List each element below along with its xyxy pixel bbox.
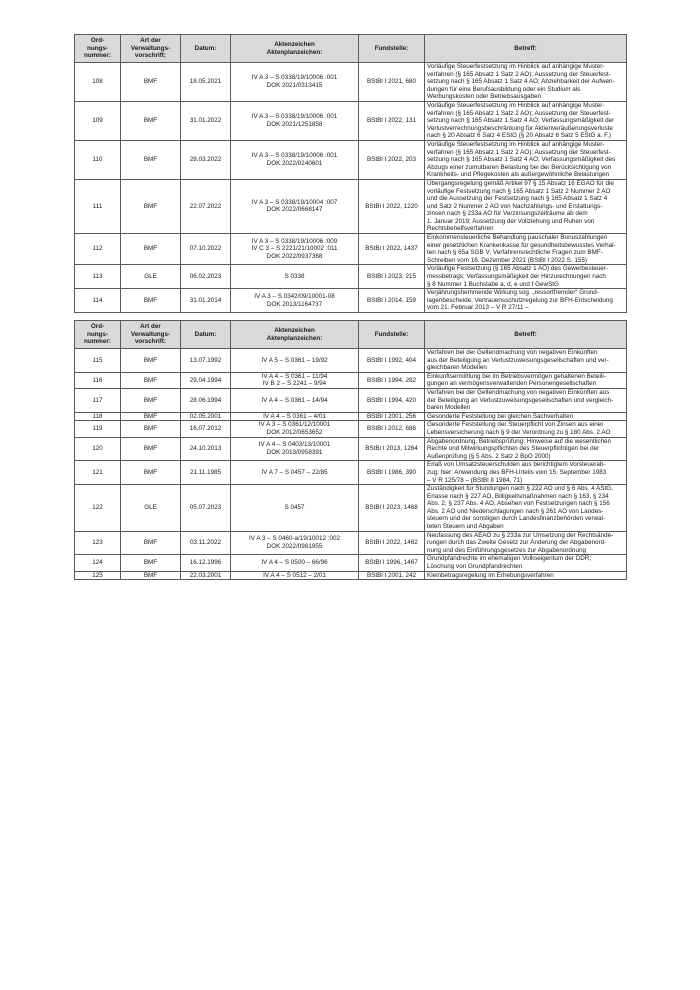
fundstelle-cell — [359, 265, 425, 289]
table-row — [75, 388, 627, 412]
fundstelle-cell-text: BStBl I 1996, 1467 — [365, 559, 418, 567]
art-cell — [121, 372, 181, 388]
ord-cell — [75, 289, 121, 313]
art-cell-text: BMF — [143, 412, 158, 420]
aktenzeichen-cell-text: IV A 4 – S 0361 – 14/94 — [261, 396, 328, 404]
ord-cell — [75, 101, 121, 140]
regulations-table-1 — [74, 34, 627, 313]
betreff-cell-text: Vorläufige Steuerfestsetzung im Hinblick auf anhängige Muster- verfahren (§ 165 Absatz 1 Satz 2 AO); Aussetzung der Steuerfest- setzung nach § 165 Absatz 1 Satz 4 AO; Abziehbarkeit der Aufwen- dungen für eine Berufsausbildung oder ein Studium als Werbungskosten oder Betriebsausgaben — [427, 63, 615, 101]
datum-cell-text: 22.03.2001 — [189, 571, 222, 579]
betreff-cell-text: Neufassung des AEAO zu § 233a zur Umsetzung der Rechtsände- rungen durch das Zweite Gesetz zur Änderung der Abgabenord- nung und des Einführungsgesetzes zur Abgabenordnung — [427, 531, 614, 554]
art-cell-text: BMF — [143, 468, 158, 476]
art-cell — [121, 63, 181, 102]
betreff-cell — [425, 101, 627, 140]
fundstelle-cell — [359, 571, 425, 580]
datum-cell-text: 21.11.1985 — [189, 468, 222, 476]
header-fundstelle: Fundstelle: — [359, 35, 425, 63]
art-cell — [121, 289, 181, 313]
betreff-cell-text: Vorläufige Festsetzung (§ 165 Absatz 1 AO) des Gewerbesteuer- messbetrags; Verfassungsmäßigkeit der Hinzurechnungen nach § 8 Nummer 1 Buchstabe a, d, e und f GewStG — [427, 265, 608, 288]
datum-cell — [181, 421, 231, 437]
datum-cell-text: 31.01.2014 — [189, 296, 222, 304]
betreff-cell — [425, 531, 627, 555]
art-cell-text: GLE — [144, 273, 157, 281]
betreff-cell-text: Verjährungshemmende Wirkung sog. „ressortfremder“ Grund- lagenbescheide; Vertrauensschutzregelung zur BFH-Entscheidung vom 21. Februar 2013 – V R 27/11 – — [427, 289, 613, 312]
fundstelle-cell-text: BStBl I 2022, 1462 — [365, 539, 418, 547]
datum-cell-text: 28.03.2022 — [189, 156, 222, 164]
aktenzeichen-cell — [231, 485, 359, 532]
art-cell-text: BMF — [143, 245, 158, 253]
betreff-cell — [425, 234, 627, 265]
betreff-cell — [425, 485, 627, 532]
fundstelle-cell-text: BStBl I 1994, 420 — [366, 396, 416, 404]
betreff-cell-text: Kleinbetragsregelung im Erhebungsverfahren — [427, 571, 554, 579]
fundstelle-cell-text: BStBl I 2021, 680 — [366, 78, 416, 86]
ord-cell-text: 111 — [92, 202, 103, 210]
aktenzeichen-cell-text: IV A 3 – S 0361/12/10001 DOK 2012/0653652 — [258, 421, 331, 436]
ord-cell-text: 108 — [92, 78, 103, 86]
aktenzeichen-cell-text: IV A 4 – S 0512 – 2/01 — [263, 571, 326, 579]
ord-cell-text: 125 — [92, 571, 103, 579]
table-row — [75, 571, 627, 580]
art-cell — [121, 101, 181, 140]
betreff-cell — [425, 412, 627, 421]
datum-cell — [181, 265, 231, 289]
betreff-cell-text: Einkommensteuerliche Behandlung pauschaler Bonuszahlungen einer gesetzlichen Krankenkasse für gesundheitsbewusstes Verhal- ten nach § 65a SGB V; Verfahrensrechtliche Fragen zum BMF- Schreiben vom 16. Dezember 2021 (BStBl I 2022 S. 155) — [427, 234, 616, 264]
datum-cell-text: 24.10.2013 — [189, 445, 222, 453]
datum-cell-text: 29.04.1994 — [189, 376, 222, 384]
ord-cell — [75, 179, 121, 233]
aktenzeichen-cell-text: IV A 4 – S 0500 – 66/96 — [261, 559, 328, 567]
header-fundstelle: Fundstelle: — [359, 321, 425, 349]
datum-cell-text: 18.05.2021 — [189, 78, 222, 86]
fundstelle-cell-text: BStBl I 2013, 1264 — [365, 445, 418, 453]
table-row — [75, 289, 627, 313]
ord-cell — [75, 555, 121, 571]
datum-cell-text: 16.07.2012 — [189, 425, 222, 433]
table-row — [75, 349, 627, 373]
betreff-cell-text: Verfahren bei der Geltendmachung von negativen Einkünften aus der Beteiligung an Verlustzuweisungsgesellschaften und ver- gleichbaren Modellen — [427, 349, 609, 372]
aktenzeichen-cell-text: IV A 4 – S 0361 – 11/94 IV B 2 – S 2241 – 9/94 — [261, 372, 328, 388]
ord-cell — [75, 265, 121, 289]
aktenzeichen-cell-text: IV A 3 – S 0338/19/10006 :001 DOK 2022/0240601 — [251, 152, 338, 167]
datum-cell-text: 05.07.2023 — [189, 504, 222, 512]
betreff-cell-text: Abgabenordnung, Betriebsprüfung; Hinweise auf die wesentlichen Rechte und Mitwirkungspflichten des Steuerpflichtigen bei der Außenprüfung (§ 5 Abs. 2 Satz 2 BpO 2000) — [427, 437, 612, 460]
aktenzeichen-cell — [231, 555, 359, 571]
art-cell-text: BMF — [143, 539, 158, 547]
ord-cell-text: 118 — [92, 412, 103, 420]
fundstelle-cell — [359, 388, 425, 412]
art-cell — [121, 437, 181, 461]
datum-cell — [181, 531, 231, 555]
fundstelle-cell-text: BStBl I 2001, 242 — [366, 571, 416, 579]
ord-cell-text: 115 — [92, 356, 103, 364]
betreff-cell — [425, 461, 627, 485]
fundstelle-cell-text: BStBl I 2022, 203 — [366, 156, 416, 164]
ord-cell-text: 113 — [92, 273, 103, 281]
fundstelle-cell-text: BStBl I 2012, 686 — [366, 425, 416, 433]
datum-cell — [181, 571, 231, 580]
aktenzeichen-cell — [231, 412, 359, 421]
header-ord: Ord- nungs- nummer: — [75, 35, 121, 63]
aktenzeichen-cell-text: IV A 3 – S 0460-a/19/10012 :002 DOK 2022/0981955 — [248, 535, 341, 551]
aktenzeichen-cell — [231, 101, 359, 140]
table-row — [75, 234, 627, 265]
datum-cell — [181, 461, 231, 485]
table-row — [75, 461, 627, 485]
table-header — [75, 321, 627, 349]
ord-cell — [75, 421, 121, 437]
art-cell — [121, 234, 181, 265]
ord-cell-text: 124 — [92, 559, 103, 567]
aktenzeichen-cell — [231, 372, 359, 388]
datum-cell — [181, 437, 231, 461]
aktenzeichen-cell — [231, 571, 359, 580]
betreff-cell — [425, 372, 627, 388]
aktenzeichen-cell — [231, 234, 359, 265]
fundstelle-cell-text: BStBl I 2014, 159 — [366, 296, 416, 304]
table-row — [75, 421, 627, 437]
fundstelle-cell-text: BStBl I 2022, 1437 — [365, 245, 418, 253]
aktenzeichen-cell-text: S 0338 — [284, 273, 305, 281]
table-row — [75, 101, 627, 140]
ord-cell-text: 119 — [92, 425, 103, 433]
aktenzeichen-cell — [231, 349, 359, 373]
datum-cell — [181, 349, 231, 373]
fundstelle-cell — [359, 63, 425, 102]
aktenzeichen-cell — [231, 437, 359, 461]
ord-cell-text: 112 — [92, 245, 103, 253]
regulations-table-2 — [74, 320, 627, 580]
betreff-cell — [425, 140, 627, 179]
aktenzeichen-cell-text: IV A 7 – S 0457 – 22/85 — [261, 468, 328, 476]
betreff-cell-text: Gesonderte Feststellung der Steuerpflicht von Zinsen aus einer Lebensversicherung nach § 9 der Verordnung zu § 180 Abs. 2 AO — [427, 421, 611, 436]
art-cell — [121, 140, 181, 179]
table-row — [75, 485, 627, 532]
datum-cell — [181, 140, 231, 179]
art-cell — [121, 265, 181, 289]
ord-cell-text: 109 — [92, 117, 103, 125]
betreff-cell — [425, 571, 627, 580]
betreff-cell-text: Gesonderte Feststellung bei gleichen Sachverhalten — [427, 412, 573, 420]
aktenzeichen-cell-text: IV A 3 – S 0338/19/10006 :001 DOK 2021/1251858 — [251, 113, 338, 128]
betreff-cell-text: Vorläufige Steuerfestsetzung im Hinblick auf anhängige Muster- verfahren (§ 165 Absatz 1 Satz 2 AO); Aussetzung der Steuerfest- setzung nach § 165 Absatz 1 Satz 4 AO; Verfassungsmäßigkeit des Abzugs einer zumutbaren Belastung bei der Berücksichtigung von Krankheits- und Pflegekosten als außergewöhnliche Belastungen — [427, 140, 616, 179]
betreff-cell — [425, 388, 627, 412]
ord-cell-text: 122 — [92, 504, 103, 512]
art-cell-text: BMF — [143, 396, 158, 404]
table-row — [75, 372, 627, 388]
table-row — [75, 179, 627, 233]
ord-cell — [75, 140, 121, 179]
art-cell — [121, 571, 181, 580]
ord-cell — [75, 63, 121, 102]
aktenzeichen-cell — [231, 289, 359, 313]
betreff-cell-text: Verfahren bei der Geltendmachung von negativen Einkünften aus der Beteiligung an Verlustzuweisungsgesellschaften und vergleich- baren Modellen — [427, 388, 614, 412]
aktenzeichen-cell-text: IV A 3 – S 0338/19/10006 :009 IV C 3 – S 2221/21/10002 :011 DOK 2022/0937368 — [251, 237, 338, 261]
betreff-cell-text: Einkunftsermittlung bei im Betriebsvermögen gehaltenen Beteili- gungen an vermögensverwaltenden Personengesellschaften — [427, 372, 606, 388]
art-cell-text: BMF — [143, 571, 158, 579]
table-row — [75, 555, 627, 571]
fundstelle-cell — [359, 421, 425, 437]
header-art: Art der Verwaltungs- vorschrift: — [121, 321, 181, 349]
fundstelle-cell-text: BStBl I 2022, 131 — [366, 117, 416, 125]
betreff-cell-text: Übergangsregelung gemäß Artikel 97 § 15 Absatz 16 EGAO für die vorläufige Festsetzung nach § 165 Absatz 1 Satz 2 Nummer 2 AO und die Aussetzung der Festsetzung nach § 165 Absatz 1 Satz 4 und Satz 2 Nummer 2 AO von Nachzahlungs- und Erstattungs- zinsen nach § 233a AO für Verzinsungszeiträume ab dem 1. Januar 2019; Aussetzung der Vollziehung und Ruhen von Rechtsbehelfsverfahren — [427, 179, 614, 233]
aktenzeichen-cell-text: IV A 3 – S 0338/19/10006 :001 DOK 2021/0313415 — [251, 74, 338, 89]
datum-cell — [181, 63, 231, 102]
art-cell-text: BMF — [143, 202, 158, 210]
table-row — [75, 265, 627, 289]
fundstelle-cell — [359, 349, 425, 373]
fundstelle-cell-text: BStBl I 1994, 282 — [366, 376, 416, 384]
art-cell — [121, 179, 181, 233]
art-cell — [121, 485, 181, 532]
art-cell-text: BMF — [143, 78, 158, 86]
ord-cell-text: 121 — [92, 468, 103, 476]
art-cell-text: BMF — [143, 356, 158, 364]
aktenzeichen-cell — [231, 140, 359, 179]
table-row — [75, 140, 627, 179]
aktenzeichen-cell-text: S 0457 — [284, 504, 305, 512]
aktenzeichen-cell — [231, 179, 359, 233]
datum-cell-text: 28.06.1994 — [189, 396, 222, 404]
betreff-cell-text: Grundpfandrechte im ehemaligen Volkseigentum der DDR; Löschung von Grundpfandrechten — [427, 555, 592, 571]
header-ord: Ord- nungs- nummer: — [75, 321, 121, 349]
ord-cell-text: 116 — [92, 376, 103, 384]
datum-cell-text: 13.07.1992 — [189, 356, 222, 364]
fundstelle-cell — [359, 412, 425, 421]
ord-cell — [75, 531, 121, 555]
aktenzeichen-cell — [231, 421, 359, 437]
datum-cell — [181, 485, 231, 532]
fundstelle-cell-text: BStBl I 1992, 404 — [366, 356, 416, 364]
ord-cell — [75, 485, 121, 532]
ord-cell — [75, 437, 121, 461]
datum-cell — [181, 289, 231, 313]
ord-cell-text: 120 — [92, 445, 103, 453]
aktenzeichen-cell-text: IV A 3 – S 0342/09/10001-08 DOK 2013/1164737 — [254, 293, 335, 308]
ord-cell-text: 117 — [92, 396, 103, 404]
fundstelle-cell-text: BStBl I 2023, 215 — [366, 273, 416, 281]
fundstelle-cell-text: BStBl I 2022, 1220 — [365, 202, 418, 210]
art-cell-text: BMF — [143, 117, 158, 125]
art-cell — [121, 349, 181, 373]
aktenzeichen-cell — [231, 531, 359, 555]
datum-cell — [181, 372, 231, 388]
datum-cell — [181, 179, 231, 233]
betreff-cell-text: Erlaß von Umsatzsteuerschulden aus berichtigtem Vorsteuerab- zug; hier: Anwendung des BFH-Urteils vom 15. September 1983 – V R 125/78 – (BStBl II 1984, 71) — [427, 461, 607, 484]
ord-cell — [75, 412, 121, 421]
fundstelle-cell — [359, 234, 425, 265]
betreff-cell — [425, 421, 627, 437]
art-cell-text: BMF — [143, 425, 158, 433]
datum-cell — [181, 101, 231, 140]
ord-cell-text: 123 — [92, 539, 103, 547]
fundstelle-cell — [359, 555, 425, 571]
table-row — [75, 531, 627, 555]
header-datum: Datum: — [181, 35, 231, 63]
betreff-cell — [425, 437, 627, 461]
datum-cell — [181, 234, 231, 265]
betreff-cell-text: Zuständigkeit für Stundungen nach § 222 AO und § 6 Abs. 4 AStG, Erlasse nach § 227 AO, Billigkeitsmaßnahmen nach § 163, § 234 Abs. 2, § 237 Abs. 4 AO, Absehen von Festsetzungen nach § 156 Abs. 2 AO und Niederschlagungen nach § 261 AO von Landes- steuern und der sonstigen durch Landesfinanzbehörden verwal- teten Steuern und Abgaben — [427, 485, 613, 531]
art-cell-text: BMF — [143, 445, 158, 453]
fundstelle-cell-text: BStBl I 2001, 256 — [366, 412, 416, 420]
betreff-cell — [425, 179, 627, 233]
datum-cell-text: 22.07.2022 — [189, 202, 222, 210]
datum-cell-text: 07.10.2022 — [189, 245, 222, 253]
fundstelle-cell — [359, 179, 425, 233]
art-cell — [121, 555, 181, 571]
table-header — [75, 35, 627, 63]
fundstelle-cell — [359, 101, 425, 140]
ord-cell — [75, 349, 121, 373]
table-body-1 — [75, 63, 627, 313]
datum-cell-text: 02.05.2001 — [189, 412, 222, 420]
header-betreff: Betreff: — [425, 321, 627, 349]
header-aktenzeichen: Aktenzeichen Aktenplanzeichen: — [231, 321, 359, 349]
betreff-cell — [425, 555, 627, 571]
datum-cell — [181, 412, 231, 421]
table-row — [75, 412, 627, 421]
ord-cell — [75, 234, 121, 265]
datum-cell-text: 03.11.2022 — [189, 539, 222, 547]
document-page — [74, 34, 626, 580]
art-cell-text: BMF — [143, 559, 158, 567]
fundstelle-cell — [359, 140, 425, 179]
betreff-cell — [425, 289, 627, 313]
art-cell-text: BMF — [143, 296, 158, 304]
art-cell-text: GLE — [144, 504, 157, 512]
fundstelle-cell — [359, 461, 425, 485]
aktenzeichen-cell — [231, 388, 359, 412]
header-datum: Datum: — [181, 321, 231, 349]
datum-cell — [181, 388, 231, 412]
header-aktenzeichen: Aktenzeichen Aktenplanzeichen: — [231, 35, 359, 63]
betreff-cell — [425, 63, 627, 102]
ord-cell — [75, 372, 121, 388]
datum-cell-text: 16.12.1996 — [189, 559, 222, 567]
betreff-cell-text: Vorläufige Steuerfestsetzung im Hinblick auf anhängige Muster- verfahren (§ 165 Absatz 1 Satz 2 AO); Aussetzung der Steuerfest- setzung nach § 165 Absatz 1 Satz 4 AO; Verfassungsmäßigkeit der Verlustverrechnungsbeschränkung für Aktienveräußerungsverluste nach § 20 Absatz 6 Satz 4 EStG (§ 20 Absatz 6 Satz 5 EStG a. F.) — [427, 101, 615, 140]
fundstelle-cell — [359, 289, 425, 313]
fundstelle-cell — [359, 437, 425, 461]
datum-cell — [181, 555, 231, 571]
fundstelle-cell-text: BStBl I 2023, 1468 — [365, 504, 418, 512]
aktenzeichen-cell-text: IV A 3 – S 0338/19/10004 :007 DOK 2022/0668147 — [251, 198, 338, 214]
art-cell — [121, 531, 181, 555]
table-row — [75, 437, 627, 461]
ord-cell-text: 114 — [92, 296, 103, 304]
header-betreff: Betreff: — [425, 35, 627, 63]
table-row — [75, 63, 627, 102]
header-art: Art der Verwaltungs- vorschrift: — [121, 35, 181, 63]
ord-cell — [75, 571, 121, 580]
datum-cell-text: 31.01.2022 — [189, 117, 222, 125]
aktenzeichen-cell — [231, 63, 359, 102]
art-cell-text: BMF — [143, 156, 158, 164]
aktenzeichen-cell-text: IV A 4 – S 0403/13/10001 DOK 2013/0958391 — [258, 441, 331, 456]
betreff-cell — [425, 349, 627, 373]
table-body-2 — [75, 349, 627, 580]
aktenzeichen-cell-text: IV A 4 – S 0361 – 4/01 — [263, 412, 326, 420]
art-cell — [121, 412, 181, 421]
art-cell — [121, 388, 181, 412]
ord-cell — [75, 388, 121, 412]
fundstelle-cell — [359, 372, 425, 388]
datum-cell-text: 06.02.2023 — [189, 273, 222, 281]
art-cell — [121, 421, 181, 437]
fundstelle-cell — [359, 485, 425, 532]
aktenzeichen-cell — [231, 265, 359, 289]
aktenzeichen-cell-text: IV A 5 – S 0361 – 19/92 — [261, 356, 328, 364]
art-cell-text: BMF — [143, 376, 158, 384]
ord-cell-text: 110 — [92, 156, 103, 164]
aktenzeichen-cell — [231, 461, 359, 485]
betreff-cell — [425, 265, 627, 289]
fundstelle-cell-text: BStBl I 1986, 390 — [366, 468, 416, 476]
ord-cell — [75, 461, 121, 485]
art-cell — [121, 461, 181, 485]
fundstelle-cell — [359, 531, 425, 555]
